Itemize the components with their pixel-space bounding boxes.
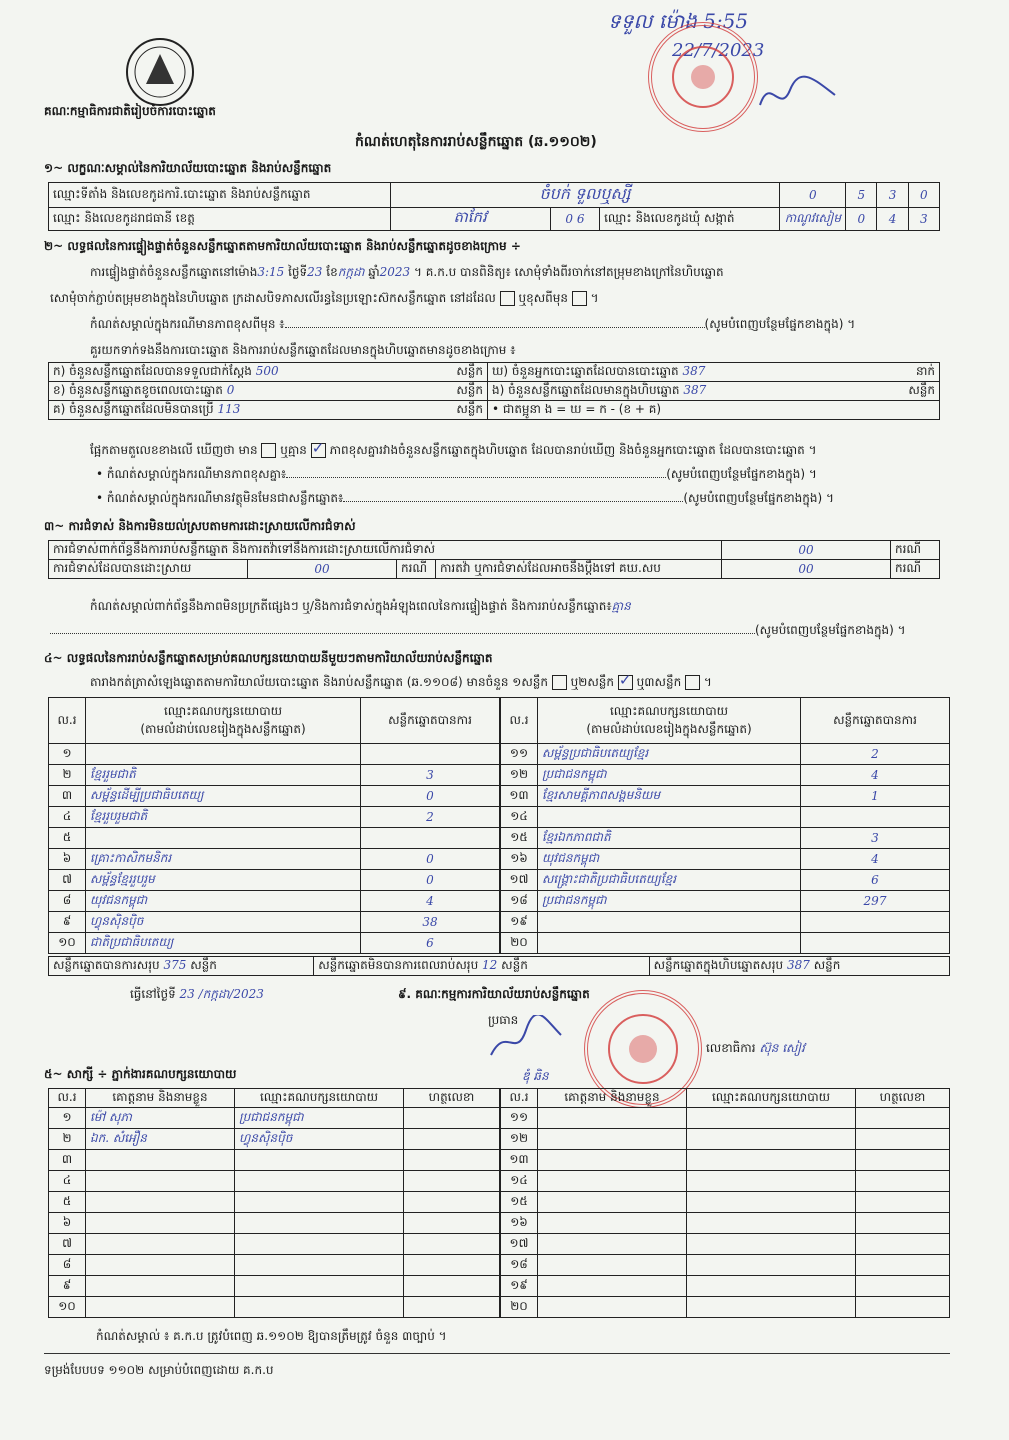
- result-row: [49, 828, 500, 849]
- commune-code-2: 4: [877, 208, 908, 231]
- cell-no: ១៥: [501, 828, 538, 849]
- cell-party: សង្គ្រោះជាតិប្រជាធិបតេយ្យខ្មែរ: [538, 870, 801, 891]
- witness-table-right: ល.រ គោត្តនាម និងនាមខ្លួន ឈ្មោះគណបក្សនយោបាយ ហត្ថលេខា ១១ ១២ ១៣ ១៤ ១៥ ១៦ ១៧ ១៨ ១៩ ២០: [500, 1088, 950, 1318]
- cell-votes: 0: [361, 849, 500, 870]
- cell-no: ១២: [501, 765, 538, 786]
- cell-party: [235, 1255, 404, 1276]
- location-code-4: 0: [908, 183, 939, 208]
- cell-no: ១៩: [501, 1276, 538, 1297]
- section2-title: ២~ លទ្ធផលនៃការផ្ទៀងផ្ទាត់ចំនួនសន្លឹកឆ្នោតតាមការិយាល័យបោះឆ្នោត និងរាប់សន្លឹកឆ្នោតដូចខាងក្រោម ÷: [44, 239, 521, 253]
- cell-no: ១៨: [501, 891, 538, 912]
- objection-count: 00: [722, 541, 891, 560]
- bullet-diff: • កំណត់សម្គាល់ក្នុងករណីមានភាពខុសគ្នា៖ (សូមបំពេញបន្ថែមផ្នែកខាងក្នុង) ។: [96, 467, 817, 481]
- location-code-2: 5: [846, 183, 877, 208]
- section5-title: ៥~ សាក្សី ÷ ភ្នាក់ងារគណបក្សនយោបាយ: [44, 1067, 237, 1081]
- witness-row: [501, 1297, 950, 1318]
- witness-row: [49, 1192, 500, 1213]
- cell-party: [687, 1213, 856, 1234]
- cell-party: ខ្មែររួបរួមជាតិ: [86, 807, 361, 828]
- province-label: ឈ្មោះ និងលេខកូដរាជធានី ខេត្ត: [49, 208, 391, 231]
- results-table-right: ល.រ ឈ្មោះគណបក្សនយោបាយ (តាមលំដាប់លេខរៀងក្នុងសន្លឹកឆ្នោត) សន្លឹកឆ្នោតបានការ ១១ សម្ព័ន្ធប្រជាធិបតេយ្យខ្មែរ 2 ១២ ប្រជាជនកម្ពុជា 4 ១៣ ខ្មែរសាមគ្គីភាពសង្គមនិយម 1 ១៤ ១៥ ខ្មែរឯកភាពជាតិ 3 ១៦ យុវជនកម្ពុជា 4 ១៧ សង្គ្រោះជាតិប្រជាធិបតេយ្យខ្មែរ 6 ១៨ ប្រជាជនកម្ពុជា 297 ១៩ ២០: [500, 697, 950, 954]
- cell-no: ២: [49, 1129, 86, 1150]
- result-row: [501, 786, 950, 807]
- cell-sign: [404, 1150, 500, 1171]
- cell-votes: 4: [361, 891, 500, 912]
- witness-row: [501, 1171, 950, 1192]
- changed-checkbox[interactable]: [572, 291, 587, 306]
- cell-votes: [361, 828, 500, 849]
- cell-name: [86, 1255, 235, 1276]
- cell-name: ម៉ៅ សុភា: [86, 1108, 235, 1129]
- secretary-line: លេខាធិការ ស៊ុន សៀវ: [706, 1041, 805, 1055]
- cell-no: ៦: [49, 1213, 86, 1234]
- witness-row: [49, 1297, 500, 1318]
- cell-party: យុវជនកម្ពុជា: [86, 891, 361, 912]
- nec-emblem-icon: [124, 36, 196, 108]
- cell-no: ១៧: [501, 1234, 538, 1255]
- cell-party: [687, 1150, 856, 1171]
- cell-party: ជាតិប្រជាធិបតេយ្យ: [86, 933, 361, 954]
- made-on-line: ធ្វើនៅថ្ងៃទី 23 /កក្កដា/2023: [130, 987, 264, 1001]
- cell-party: [235, 1276, 404, 1297]
- cell-party: [687, 1108, 856, 1129]
- cell-votes: 4: [801, 849, 950, 870]
- cell-party: សម្ព័ន្ធខ្មែររួបរួម: [86, 870, 361, 891]
- objection-label: ការជំទាស់ពាក់ព័ន្ធនឹងការរាប់សន្លឹកឆ្នោត និងការតវ៉ាទៅនឹងការដោះស្រាយលើការជំទាស់: [49, 541, 722, 560]
- commune-code-3: 3: [908, 208, 939, 231]
- cell-no: ១០: [49, 933, 86, 954]
- irregularity-line: (សូមបំពេញបន្ថែមផ្នែកខាងក្នុង) ។: [50, 622, 945, 640]
- cell-name: [86, 1192, 235, 1213]
- formula: • ជាតម្អូនា ង = ឃ = ក - (ខ + គ): [488, 401, 940, 420]
- cell-party: [538, 807, 801, 828]
- cell-name: [538, 1108, 687, 1129]
- voters-count: ឃ) ចំនួនអ្នកបោះឆ្នោតដែលបានបោះឆ្នោត 387 នាក់: [488, 363, 940, 382]
- verification-paragraph: ការផ្ទៀងផ្ទាត់ចំនួនសន្លឹកឆ្នោតនៅម៉ោង3:15 ថ្ងៃទី23 ខែកក្កដា ឆ្នាំ2023 ។ គ.ក.ប បានពិនិត្យ៖ សោមុំទាំងពីរចាក់នៅតម្រុមខាងក្រៅនៃហិបឆ្នោត: [90, 265, 724, 279]
- same-checkbox[interactable]: [500, 291, 515, 306]
- cell-name: [86, 1150, 235, 1171]
- cell-no: ៧: [49, 1234, 86, 1255]
- commune-code-1: 0: [846, 208, 877, 231]
- result-row: [501, 828, 950, 849]
- total-invalid: សន្លឹកឆ្នោតមិនបានការពេលរាប់សរុប 12 សន្លឹក: [314, 957, 649, 976]
- witness-row: [501, 1234, 950, 1255]
- cell-sign: [856, 1171, 950, 1192]
- cell-name: [538, 1297, 687, 1318]
- result-row: [501, 765, 950, 786]
- witness-table-left: ល.រ គោត្តនាម និងនាមខ្លួន ឈ្មោះគណបក្សនយោបាយ ហត្ថលេខា ១ ម៉ៅ សុភា ប្រជាជនកម្ពុជា ២ ឯក. សំអឿន ហ្វុនស៊ិនប៉ិច ៣ ៤ ៥ ៦ ៧ ៨ ៩ ១០: [48, 1088, 500, 1318]
- cell-no: ១៨: [501, 1255, 538, 1276]
- cell-votes: 38: [361, 912, 500, 933]
- cell-no: ២០: [501, 933, 538, 954]
- cell-party: ប្រជាជនកម្ពុជា: [538, 765, 801, 786]
- result-row: [49, 870, 500, 891]
- cell-no: ១៦: [501, 849, 538, 870]
- cell-no: ១១: [501, 1108, 538, 1129]
- org-name: គណៈកម្មាធិការជាតិរៀបចំការបោះឆ្នោត: [44, 104, 216, 118]
- cell-party: [687, 1276, 856, 1297]
- cell-party: [687, 1129, 856, 1150]
- cell-votes: 3: [801, 828, 950, 849]
- cell-no: ១៣: [501, 786, 538, 807]
- cell-no: ១៤: [501, 807, 538, 828]
- cell-sign: [856, 1297, 950, 1318]
- objection-table: ការជំទាស់ពាក់ព័ន្ធនឹងការរាប់សន្លឹកឆ្នោត និងការតវ៉ាទៅនឹងការដោះស្រាយលើការជំទាស់ 00 ករណី ការជំទាស់ដែលបានដោះស្រាយ 00 ករណី ការតវ៉ា ឬការជំទាស់ដែលអាចនឹងប្តឹងទៅ គឃ.សប 00 ករណី: [48, 540, 940, 579]
- cell-party: [235, 1171, 404, 1192]
- cell-name: [538, 1255, 687, 1276]
- cell-no: ៥: [49, 1192, 86, 1213]
- witness-row: [49, 1234, 500, 1255]
- cell-name: [86, 1276, 235, 1297]
- cell-no: ៣: [49, 786, 86, 807]
- cell-no: ១៩: [501, 912, 538, 933]
- result-row: [501, 891, 950, 912]
- seal-paragraph: សោមុំចាក់ភ្ជាប់តម្រុមខាងក្នុងនៃហិបឆ្នោត ក្រដាសបិទភាសលើរន្ធនៃប្រឡោះស៊កសន្លឹកឆ្នោត នៅដដែល ឬខុសពីមុន ។: [50, 291, 599, 305]
- result-row: [49, 786, 500, 807]
- cell-sign: [856, 1276, 950, 1297]
- result-row: [49, 849, 500, 870]
- witness-row: [49, 1108, 500, 1129]
- cell-no: ៩: [49, 1276, 86, 1297]
- cell-no: ១៤: [501, 1171, 538, 1192]
- cell-no: ៤: [49, 807, 86, 828]
- result-row: [49, 744, 500, 765]
- cell-sign: [856, 1150, 950, 1171]
- form-title: កំណត់ហេតុនៃការរាប់សន្លឹកឆ្នោត (ឆ.១១០២): [355, 134, 597, 150]
- cell-party: សម្ព័ន្ធដើម្បីប្រជាធិបតេយ្យ: [86, 786, 361, 807]
- result-row: [501, 807, 950, 828]
- cell-name: [538, 1129, 687, 1150]
- diff-note-line: កំណត់សម្គាល់ក្នុងករណីមានភាពខុសពីមុន ៖ (សូមបំពេញបន្ថែមផ្នែកខាងក្នុង) ។: [90, 317, 856, 331]
- cell-sign: [404, 1171, 500, 1192]
- result-row: [49, 891, 500, 912]
- cell-name: [538, 1192, 687, 1213]
- section1-table: [48, 182, 940, 231]
- cell-name: [538, 1213, 687, 1234]
- cell-party: ខ្មែរសាមគ្គីភាពសង្គមនិយម: [538, 786, 801, 807]
- cell-party: សម្ព័ន្ធប្រជាធិបតេយ្យខ្មែរ: [538, 744, 801, 765]
- chair-signature: [486, 1015, 566, 1065]
- cell-party: [687, 1171, 856, 1192]
- cell-no: ១៥: [501, 1192, 538, 1213]
- cell-party: យុវជនកម្ពុជា: [538, 849, 801, 870]
- cell-sign: [404, 1297, 500, 1318]
- section5-note: កំណត់សម្គាល់ ៖ គ.ក.ប ត្រូវបំពេញ ឆ.១១០២ ឱ្យបានត្រឹមត្រូវ ចំនួន ៣ច្បាប់ ។: [96, 1329, 447, 1343]
- witness-row: [501, 1255, 950, 1276]
- footer-divider: [44, 1353, 950, 1354]
- result-row: [49, 807, 500, 828]
- cell-no: ២០: [501, 1297, 538, 1318]
- cell-no: ៥: [49, 828, 86, 849]
- witness-row: [49, 1276, 500, 1297]
- cell-name: [86, 1234, 235, 1255]
- cell-party: [687, 1297, 856, 1318]
- committee-label: ៩. គណៈកម្មការការិយាល័យរាប់សន្លឹកឆ្នោត: [398, 987, 590, 1001]
- section4-title: ៤~ លទ្ធផលនៃការរាប់សន្លឹកឆ្នោតសម្រាប់គណបក្សនយោបាយនីមួយៗតាមការិយាល័យរាប់សន្លឹកឆ្នោត: [44, 651, 493, 665]
- cell-sign: [404, 1129, 500, 1150]
- receipt-note: ទទួល ម៉ោង 5:55: [608, 9, 749, 33]
- cell-no: ១២: [501, 1129, 538, 1150]
- witness-row: [501, 1276, 950, 1297]
- resolved-label: ការជំទាស់ដែលបានដោះស្រាយ: [49, 560, 248, 579]
- cell-name: [538, 1150, 687, 1171]
- cell-party: [538, 912, 801, 933]
- cell-party: ប្រជាជនកម្ពុជា: [235, 1108, 404, 1129]
- cell-no: ៤: [49, 1171, 86, 1192]
- witness-row: [501, 1108, 950, 1129]
- cell-sign: [856, 1108, 950, 1129]
- witness-row: [49, 1213, 500, 1234]
- cell-party: ហ្វុនស៊ិនប៉ិច: [235, 1129, 404, 1150]
- cell-no: ១៣: [501, 1150, 538, 1171]
- cell-party: [86, 744, 361, 765]
- witness-row: [49, 1255, 500, 1276]
- cell-votes: 4: [801, 765, 950, 786]
- one-sheet-checkbox[interactable]: [552, 675, 567, 690]
- has-diff-checkbox[interactable]: [261, 443, 276, 458]
- cell-party: [687, 1255, 856, 1276]
- witness-row: [501, 1129, 950, 1150]
- totals-table: [48, 956, 950, 976]
- cell-votes: [801, 807, 950, 828]
- cell-no: ៨: [49, 891, 86, 912]
- witness-row: [49, 1171, 500, 1192]
- commune-value: កាណូវសៀម: [780, 208, 846, 231]
- cell-no: ១៧: [501, 870, 538, 891]
- cell-party: [538, 933, 801, 954]
- no-diff-checkbox[interactable]: [311, 443, 326, 458]
- cell-sign: [404, 1255, 500, 1276]
- cell-no: ១: [49, 744, 86, 765]
- receipt-date: 22/7/2023: [672, 40, 765, 61]
- cell-no: ១០: [49, 1297, 86, 1318]
- received-ballots: ក) ចំនួនសន្លឹកឆ្នោតដែលបានទទួលជាក់ស្តែង 500 សន្លឹក: [49, 363, 488, 382]
- cell-sign: [856, 1234, 950, 1255]
- cell-sign: [404, 1192, 500, 1213]
- commune-label: ឈ្មោះ និងលេខកូដឃុំ សង្កាត់: [600, 208, 780, 231]
- province-code: 0 6: [550, 208, 599, 231]
- section1-title: ១~ លក្ខណៈសម្គាល់នៃការិយាល័យបោះឆ្នោត និងរាប់សន្លឹកឆ្នោត: [44, 161, 332, 175]
- cell-name: [86, 1171, 235, 1192]
- cell-votes: 2: [801, 744, 950, 765]
- cell-sign: [856, 1192, 950, 1213]
- cell-party: [235, 1297, 404, 1318]
- sheet-count-line: តារាងកត់ត្រាសំឡេងឆ្នោតតាមការិយាល័យបោះឆ្នោត និងរាប់សន្លឹកឆ្នោត (ឆ.១១០៨) មានចំនួន ១សន្លឹក ឬ២សន្លឹក ✓ ឬ៣សន្លឹក ។: [90, 674, 712, 692]
- cell-party: ប្រជាជនកម្ពុជា: [538, 891, 801, 912]
- cell-sign: [404, 1234, 500, 1255]
- three-sheet-checkbox[interactable]: [685, 675, 700, 690]
- cell-name: [538, 1234, 687, 1255]
- cell-party: [235, 1192, 404, 1213]
- cell-no: ១: [49, 1108, 86, 1129]
- cell-sign: [856, 1129, 950, 1150]
- cell-party: ហ្វុនស៊ិនប៉ិច: [86, 912, 361, 933]
- result-row: [501, 744, 950, 765]
- cell-sign: [404, 1213, 500, 1234]
- signature-top: [755, 70, 845, 120]
- cell-name: [538, 1276, 687, 1297]
- witness-row: [501, 1213, 950, 1234]
- cell-votes: 0: [361, 870, 500, 891]
- cell-no: ៦: [49, 849, 86, 870]
- cell-no: ៧: [49, 870, 86, 891]
- location-label: ឈ្មោះទីតាំង និងលេខកូដការិ.បោះឆ្នោត និងរាប់សន្លឹកឆ្នោត: [49, 183, 391, 208]
- cell-votes: 6: [801, 870, 950, 891]
- cell-votes: 1: [801, 786, 950, 807]
- cell-no: ៨: [49, 1255, 86, 1276]
- total-valid: សន្លឹកឆ្នោតបានការសរុប 375 សន្លឹក: [49, 957, 314, 976]
- cell-votes: [801, 912, 950, 933]
- cell-name: [86, 1297, 235, 1318]
- witness-row: [501, 1150, 950, 1171]
- witness-row: [49, 1150, 500, 1171]
- cell-votes: [361, 744, 500, 765]
- cell-name: [538, 1171, 687, 1192]
- bullet-nonballot: • កំណត់សម្គាល់ក្នុងករណីមានវត្ថុមិនមែនជាសន្លឹកឆ្នោត៖ (សូមបំពេញបន្ថែមផ្នែកខាងក្នុង) ។: [96, 491, 834, 505]
- results-table-left: ល.រ ឈ្មោះគណបក្សនយោបាយ (តាមលំដាប់លេខរៀងក្នុងសន្លឹកឆ្នោត) សន្លឹកឆ្នោតបានការ ១ ២ ខ្មែររួមជាតិ 3 ៣ សម្ព័ន្ធដើម្បីប្រជាធិបតេយ្យ 0 ៤ ខ្មែររួបរួមជាតិ 2 ៥ ៦ គ្រោះកាសិកមនិករ 0 ៧ សម្ព័ន្ធខ្មែររួបរួម 0 ៨ យុវជនកម្ពុជា 4 ៩ ហ្វុនស៊ិនប៉ិច 38 ១០ ជាតិប្រជាធិបតេយ្យ 6: [48, 697, 500, 954]
- cell-name: ឯក. សំអឿន: [86, 1129, 235, 1150]
- cell-party: ខ្មែររួមជាតិ: [86, 765, 361, 786]
- cell-party: [235, 1213, 404, 1234]
- cell-sign: [404, 1108, 500, 1129]
- appeal-count: 00: [722, 560, 891, 579]
- table-intro: គួរយកទាក់ទងនឹងការបោះឆ្នោត និងការរាប់សន្លឹកឆ្នោតដែលមានក្នុងហិបឆ្នោតមានដូចខាងក្រោម ៖: [90, 343, 516, 357]
- result-row: [501, 933, 950, 954]
- result-row: [501, 849, 950, 870]
- result-row: [501, 912, 950, 933]
- cell-votes: 2: [361, 807, 500, 828]
- cell-sign: [856, 1213, 950, 1234]
- resolved-count: 00: [248, 560, 397, 579]
- result-row: [49, 912, 500, 933]
- cell-party: [235, 1150, 404, 1171]
- ballots-in-box: ង) ចំនួនសន្លឹកឆ្នោតដែលមានក្នុងហិបឆ្នោត 387 សន្លឹក: [488, 382, 940, 401]
- cell-party: [86, 828, 361, 849]
- result-row: [49, 933, 500, 954]
- total-in-box: សន្លឹកឆ្នោតក្នុងហិបឆ្នោតសរុប 387 សន្លឹក: [649, 957, 949, 976]
- section3-title: ៣~ ការជំទាស់ និងការមិនយល់ស្របតាមការដោះស្រាយលើការជំទាស់: [44, 519, 356, 533]
- chair-name: ឌុំ ឆិន: [522, 1069, 549, 1083]
- cell-no: ១១: [501, 744, 538, 765]
- appeal-label: ការតវ៉ា ឬការជំទាស់ដែលអាចនឹងប្តឹងទៅ គឃ.សប: [436, 560, 722, 579]
- cell-no: ១៦: [501, 1213, 538, 1234]
- cell-votes: 0: [361, 786, 500, 807]
- verify-time: 3:15: [257, 265, 285, 279]
- location-code-1: 0: [780, 183, 846, 208]
- location-value: ចំបក់ ទួលឬស្សី: [390, 183, 780, 208]
- result-row: [49, 765, 500, 786]
- cell-no: ៩: [49, 912, 86, 933]
- cell-no: ២: [49, 765, 86, 786]
- cell-votes: 6: [361, 933, 500, 954]
- witness-row: [49, 1129, 500, 1150]
- cell-party: [235, 1234, 404, 1255]
- cell-sign: [856, 1255, 950, 1276]
- cell-sign: [404, 1276, 500, 1297]
- cell-party: [687, 1234, 856, 1255]
- irregularity-note: កំណត់សម្គាល់ពាក់ព័ន្ធនឹងភាពមិនប្រក្រតីផ្សេងៗ ឬ/និងការជំទាស់ក្នុងអំឡុងពេលនៃការផ្ទៀងផ្ទាត់ និងការរាប់សន្លឹកឆ្នោត៖គ្មាន: [90, 599, 631, 613]
- cell-party: ខ្មែរឯកភាពជាតិ: [538, 828, 801, 849]
- ballot-count-table: [48, 362, 940, 420]
- chair-label: ប្រធាន: [488, 1013, 519, 1027]
- cell-party: [687, 1192, 856, 1213]
- unused-ballots: គ) ចំនួនសន្លឹកឆ្នោតដែលមិនបានប្រើ 113 សន្លឹក: [49, 401, 488, 420]
- discrepancy-line: ផ្អែកតាមតួលេខខាងលើ ឃើញថា មាន ឬគ្មាន ✓ ភាពខុសគ្នារវាងចំនួនសន្លឹកឆ្នោតក្នុងហិបឆ្នោត ដែលបានរាប់ឃើញ និងចំនួនអ្នកបោះឆ្នោត ដែលបានបោះឆ្នោត ។: [90, 442, 950, 460]
- location-code-3: 3: [877, 183, 908, 208]
- result-row: [501, 870, 950, 891]
- cell-no: ៣: [49, 1150, 86, 1171]
- two-sheet-checkbox[interactable]: [618, 675, 633, 690]
- cell-votes: 3: [361, 765, 500, 786]
- cell-name: [86, 1213, 235, 1234]
- province-value: តាកែវ: [390, 208, 550, 231]
- official-seal-top: [648, 22, 758, 132]
- cell-votes: [801, 933, 950, 954]
- cell-votes: 297: [801, 891, 950, 912]
- spoiled-ballots: ខ) ចំនួនសន្លឹកឆ្នោតខូចពេលបោះឆ្នោត 0 សន្លឹក: [49, 382, 488, 401]
- witness-row: [501, 1192, 950, 1213]
- footer-text: ទម្រង់បែបបទ ១១០២ សម្រាប់បំពេញដោយ គ.ក.ប: [44, 1363, 274, 1377]
- cell-party: គ្រោះកាសិកមនិករ: [86, 849, 361, 870]
